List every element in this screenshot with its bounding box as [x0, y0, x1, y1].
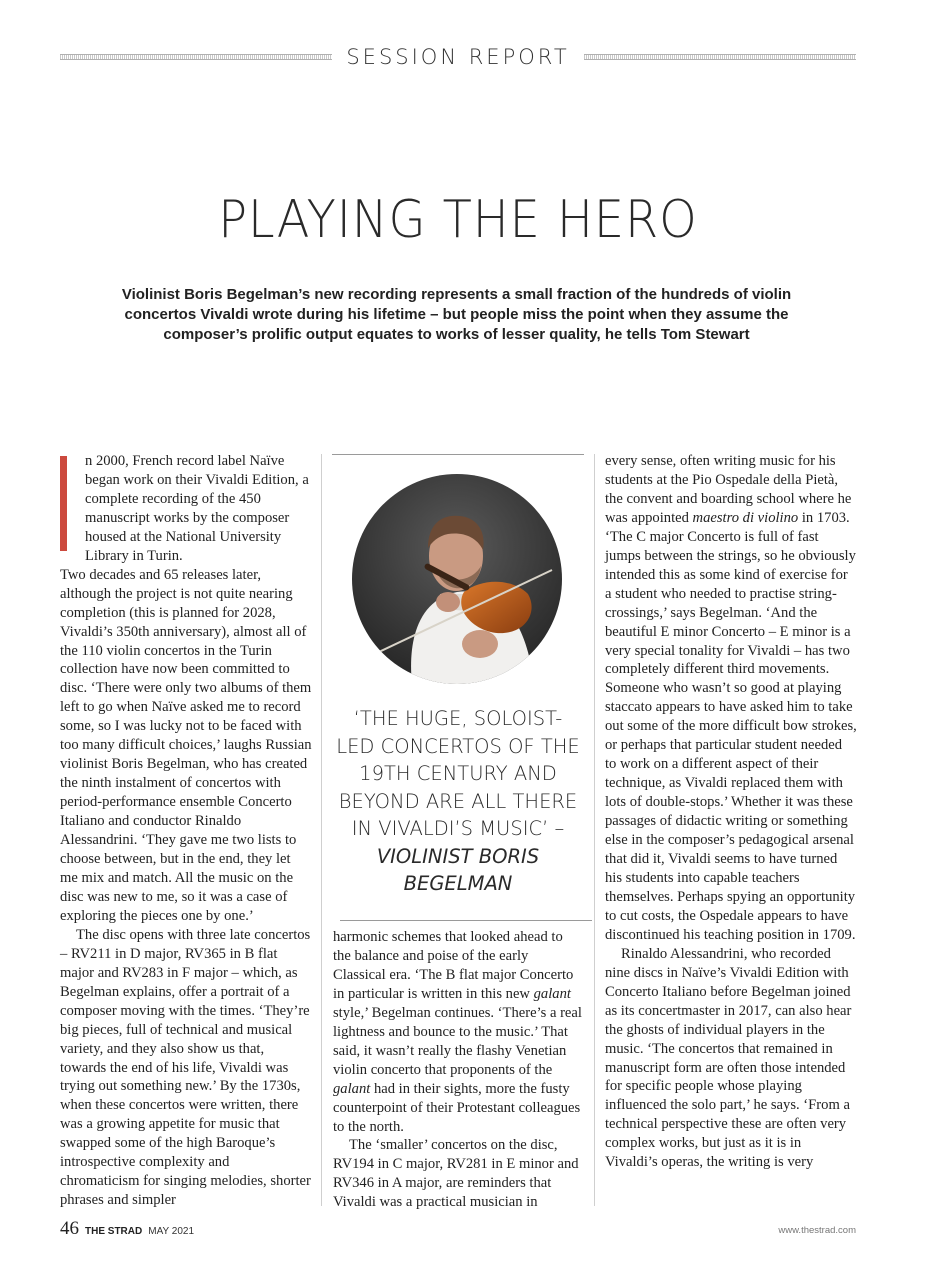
standfirst-author: Tom Stewart [660, 326, 750, 343]
magazine-name: THE STRAD [85, 1226, 143, 1237]
body-paragraph [333, 928, 583, 1136]
body-paragraph: Rinaldo Alessandrini, who recorded nine discs in Naïve’s Vivaldi Edition with Concerto Italiano before Begelman joined as its concertmaster in 2017, can also hear the ghosts of individual players in the music. ‘The concertos that remained in manuscript form are often those intended for specific people whose playing influenced the solo part,’ he says. ‘From a technical perspective these are often very complex works, but just as it is in Vivaldi’s operas, the writing is very [605, 945, 852, 1171]
headline: PLAYING THE HERO [218, 190, 698, 250]
body-italic: maestro di violino [692, 509, 799, 526]
website-url: www.thestrad.com [778, 1225, 856, 1236]
violinist-photo [352, 474, 562, 684]
pull-quote [336, 705, 580, 898]
body-text: n 2000, French record label Naïve began work on their Vivaldi Edition, a complete recording of the 450 manuscript works by the composer housed at the National University Library in Turin. [85, 453, 309, 564]
body-text: in 1703. ‘The C major Concerto is full of fast jumps between the strings, so he obviously intended this as some kind of exercise for a student who needed to practise string-crossings,’ says Begelman. ‘And the beautiful E minor Concerto – E minor is a very special tonality for Vivaldi – has two completely different third movements. Someone who wasn’t so good at playing staccato appears to have asked him to take out some of the more difficult bow strokes, or perhaps that particular student needed to work on a different aspect of their technique, as Vivaldi replaced them with lots of double-stops.’ Whether it was these passages of didactic writing or something else in the composer’s pedagogical arsenal that did it, Vivaldi seems to have turned his students into capable teachers themselves. Perhaps spying an opportunity to cut costs, the Ospedale appears to have discontinued his teaching position in 1709. [605, 509, 857, 943]
pullquote-rule-bottom [340, 920, 592, 921]
page-number: 46 [60, 1218, 79, 1239]
column-divider [321, 454, 322, 1206]
body-column-right [605, 452, 857, 1172]
column-divider [594, 454, 595, 1206]
standfirst [120, 285, 793, 345]
pullquote-rule-top [332, 454, 584, 455]
body-text: every sense, often writing music for his students at the Pio Ospedale della Pietà, the convent and boarding school where he was appointed [605, 453, 852, 526]
pull-quote-credit: VIOLINIST BORIS BEGELMAN [376, 844, 540, 895]
body-paragraph: The disc opens with three late concertos – RV211 in D major, RV365 in B flat major and RV283 in F major – which, as Begelman explains, offer a portrait of a composer moving with the times. ‘They’re big pieces, full of technical and musical variety, and they also show us that, towards the end of his life, Vivaldi was trying out something new.’ By the 1730s, when these concertos were written, there was a growing appetite for music that swapped some of the high Baroque’s introspective complexity and chromaticism for singing melodies, shorter phrases and simpler [60, 926, 311, 1209]
standfirst-text: Violinist Boris Begelman’s new recording represents a small fraction of the hundreds of violin concertos Vivaldi wrote during his lifetime – but people miss the point when they assume the composer’s prolific output equates to works of lesser quality, he tells [121, 286, 792, 343]
issue-date: MAY 2021 [148, 1226, 195, 1237]
body-italic: galant [533, 985, 571, 1002]
body-text: had in their sights, more the fusty counterpoint of their Protestant colleagues to the north. [333, 1080, 581, 1135]
header-rule-right [584, 54, 856, 60]
section-label: SESSION REPORT [346, 45, 570, 69]
body-text: harmonic schemes that looked ahead to the balance and poise of the early Classical era. ‘The B flat major Concerto in particular is written in this new [333, 929, 574, 1002]
body-paragraph [60, 452, 312, 926]
section-header [60, 42, 856, 72]
body-text: style,’ Begelman continues. ‘There’s a real lightness and bounce to the music.’ That said, it wasn’t really the flashy Venetian violin concerto that proponents of the [333, 1004, 582, 1078]
body-paragraph: The ‘smaller’ concertos on the disc, RV194 in C major, RV281 in E minor and RV346 in A major, are reminders that Vivaldi was a practical musician in [333, 1137, 579, 1211]
pull-quote-text: ‘THE HUGE, SOLOIST-LED CONCERTOS OF THE 19TH CENTURY AND BEYOND ARE ALL THERE IN VIVALDI’S MUSIC’ – [336, 707, 580, 840]
header-rule-left [60, 54, 332, 60]
body-column-middle [333, 928, 583, 1212]
body-paragraph [605, 452, 857, 945]
body-text: Two decades and 65 releases later, although the project is not quite nearing completion (this is planned for 2028, Vivaldi’s 350th anniversary), almost all of the 110 violin concertos in the Turin collection have now been committed to disc. ‘There were only two albums of them left to go when Naïve asked me to record some, so I was lucky not to be faced with too many difficult choices,’ laughs Russian violinist Boris Begelman, who has created the ninth instalment of concertos with period-performance ensemble Concerto Italiano and conductor Rinaldo Alessandrini. ‘They gave me two lists to choose between, but in the end, they let me mix and match. All the music on the disc was new to me, so it was a case of exploring the pieces one by one.’ [60, 566, 312, 924]
footer-left [60, 1218, 194, 1240]
body-column-left [60, 452, 312, 1210]
body-italic: galant [333, 1080, 371, 1097]
